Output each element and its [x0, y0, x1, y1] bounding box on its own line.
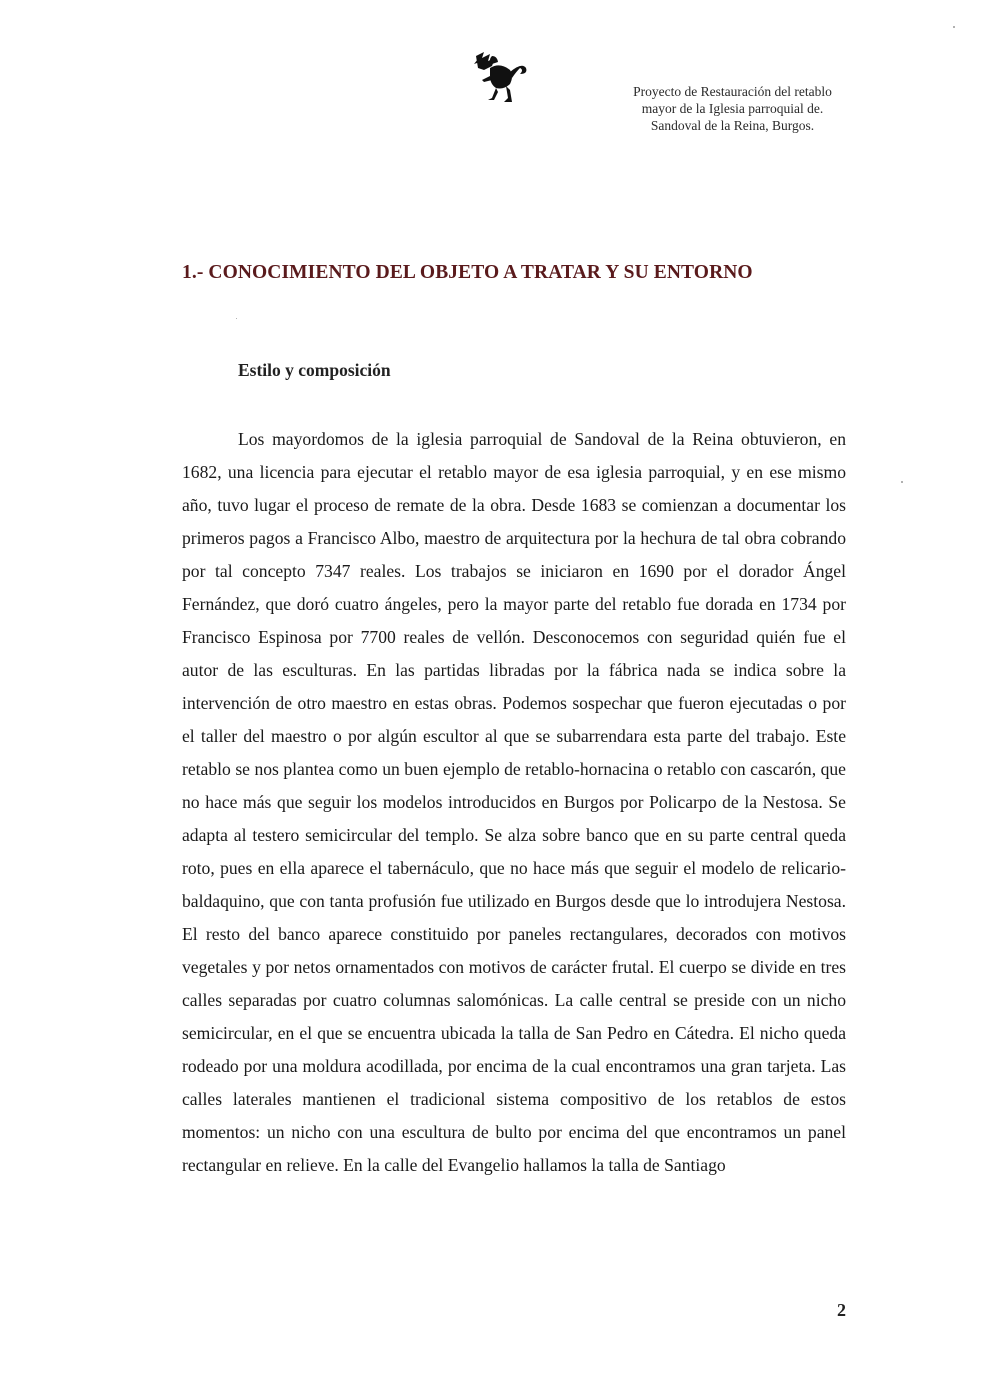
scan-speck	[901, 481, 903, 483]
scan-speck	[236, 318, 237, 319]
header-line: mayor de la Iglesia parroquial de.	[641, 101, 824, 116]
subheading: Estilo y composición	[238, 360, 391, 380]
section-title: 1.- CONOCIMIENTO DEL OBJETO A TRATAR Y SU ENTORNO	[182, 262, 753, 283]
header-line: Proyecto de Restauración del retablo	[633, 84, 832, 99]
scan-speck	[953, 26, 955, 28]
page-number: 2	[837, 1300, 846, 1320]
body-paragraph: Los mayordomos de la iglesia parroquial de Sandoval de la Reina obtuvieron, en 1682, una licencia para ejecutar el retablo mayor de esa iglesia parroquial, y en ese mismo año, tuvo lugar el proceso de remate de la obra. Desde 1683 se comienzan a documentar los primeros pagos a Francisco Albo, maestro de arquitectura por la hechura de tal obra cobrando por tal concepto 7347 reales. Los trabajos se iniciaron en 1690 por el dorador Ángel Fernández, que doró cuatro ángeles, pero la mayor parte del retablo fue dorada en 1734 por Francisco Espinosa por 7700 reales de vellón. Desconocemos con seguridad quién fue el autor de las esculturas. En las partidas libradas por la fábrica nada se indica sobre la intervención de otro maestro en estas obras. Podemos sospechar que fueron ejecutadas o por el taller del maestro o por algún escultor al que se subarrendara esta parte del trabajo. Este retablo se nos plantea como un buen ejemplo de retablo-hornacina o retablo con cascarón, que no hace más que seguir los modelos introducidos en Burgos por Policarpo de la Nestosa. Se adapta al testero semicircular del templo. Se alza sobre banco que en su parte central queda roto, pues en ella aparece el tabernáculo, que no hace más que seguir el modelo de relicario-baldaquino, que con tanta profusión fue utilizado en Burgos desde que lo introdujera Nestosa. El resto del banco aparece constituido por paneles rectangulares, decorados con motivos vegetales y por netos ornamentados con motivos de carácter frutal. El cuerpo se divide en tres calles separadas por cuatro columnas salomónicas. La calle central se preside con un nicho semicircular, en el que se encuentra ubicada la talla de San Pedro en Cátedra. El nicho queda rodeado por una moldura acodillada, por encima de la cual encontramos una gran tarjeta. Las calles laterales mantienen el tradicional sistema compositivo de los retablos de estos momentos: un nicho con una escultura de bulto por encima del que encontramos un panel rectangular en relieve. En la calle del Evangelio hallamos la talla de Santiago	[182, 429, 846, 1175]
document-header	[600, 83, 865, 134]
heraldic-griffin-logo-icon	[470, 50, 532, 106]
header-line: Sandoval de la Reina, Burgos.	[650, 118, 815, 133]
